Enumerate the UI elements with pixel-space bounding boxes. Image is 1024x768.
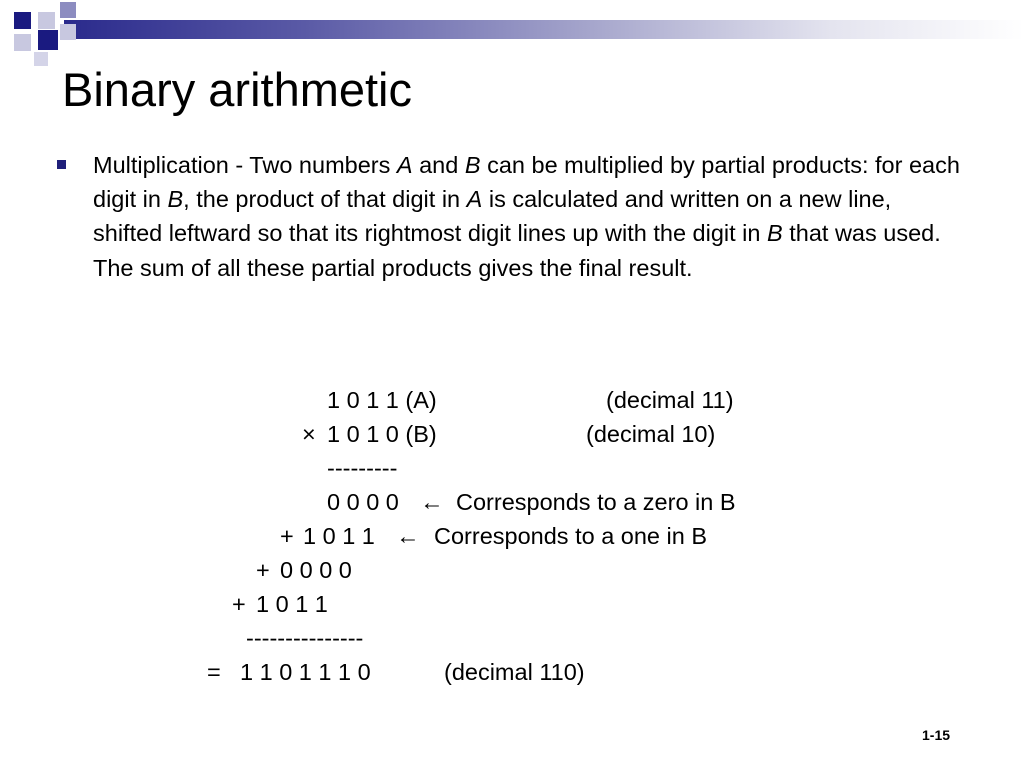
slide-number: 1-15 (922, 727, 951, 743)
bullet-seg-3: can be multiplied by partial products: for each digit in (93, 152, 960, 213)
slide-title: Binary arithmetic (62, 63, 412, 116)
divider-long: --------------- (246, 625, 364, 651)
plus-sign: + (256, 557, 270, 583)
header-decoration (0, 0, 1024, 60)
result-decimal: (decimal 110) (444, 659, 585, 685)
plus-sign: + (280, 523, 294, 549)
var-a: A (466, 186, 483, 213)
partial-product-4: 1 0 1 1 (256, 591, 328, 617)
bullet-seg-2: and (412, 152, 465, 178)
multiply-sign: × (302, 421, 316, 447)
left-arrow-icon: ← (396, 523, 420, 549)
bullet-seg-4: , the product of that digit in (183, 186, 467, 213)
equals-sign: = (207, 659, 221, 685)
bullet-seg-5: is calculated and written on a new line, shifted leftward so that its rightmost digit lines up with the digit in (93, 186, 892, 247)
var-b: B (464, 152, 481, 178)
var-a: A (396, 152, 413, 178)
operand-a-digits: 1 0 1 1 (A) (327, 387, 437, 413)
divider-short: --------- (327, 455, 398, 481)
operand-a-decimal: (decimal 11) (606, 387, 734, 413)
result-digits: 1 1 0 1 1 1 0 (240, 659, 371, 685)
bullet-seg-6: that was used. The sum of all these partial products gives the final result. (93, 220, 941, 281)
decor-square-light-2 (60, 24, 76, 40)
partial-product-1: 0 0 0 0 (327, 489, 399, 515)
decor-square-mid-2 (14, 34, 31, 51)
bullet-marker (57, 160, 66, 169)
partial-product-2: 1 0 1 1 (303, 523, 375, 549)
header-gradient-bar (64, 20, 1024, 39)
var-b: B (167, 186, 184, 213)
bullet-seg-1: Multiplication - Two numbers (93, 152, 397, 178)
plus-sign: + (232, 591, 246, 617)
var-b: B (767, 220, 783, 247)
partial-product-3: 0 0 0 0 (280, 557, 352, 583)
left-arrow-icon: ← (420, 489, 444, 515)
decor-square-light-3 (34, 52, 48, 66)
decor-square-dark-1 (14, 12, 31, 29)
operand-b-decimal: (decimal 10) (586, 421, 716, 447)
bullet-text-multiplication (93, 148, 963, 285)
decor-square-light-1 (38, 12, 55, 29)
decor-square-dark-2 (38, 30, 58, 50)
decor-square-mid-1 (60, 2, 76, 18)
partial-product-1-note: Corresponds to a zero in B (456, 489, 736, 515)
operand-b-digits: 1 0 1 0 (B) (327, 421, 437, 447)
partial-product-2-note: Corresponds to a one in B (434, 523, 708, 549)
